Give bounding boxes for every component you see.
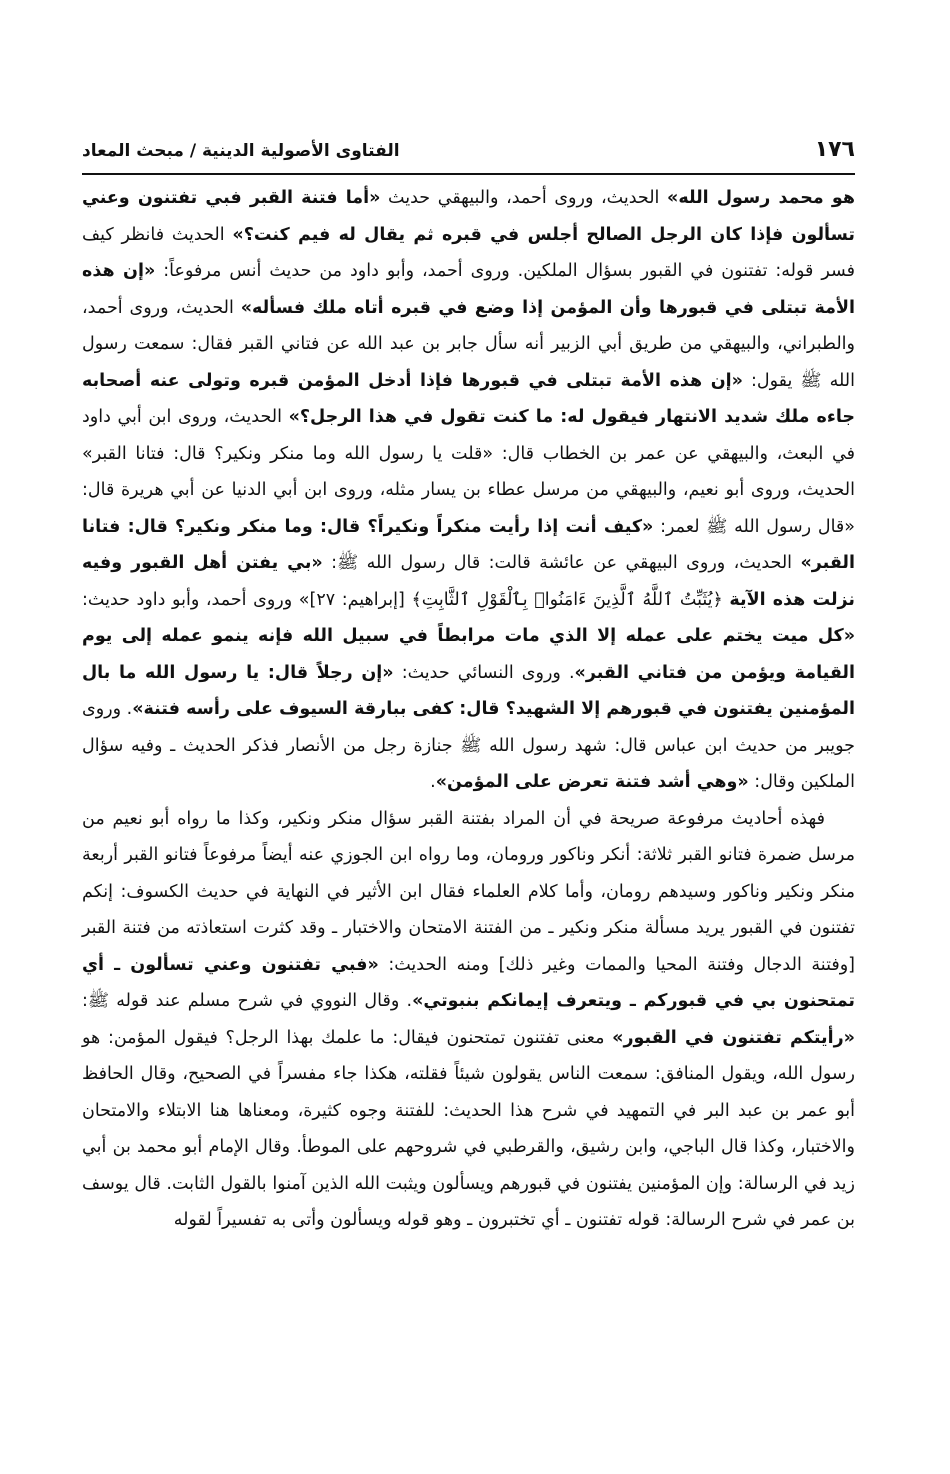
text-run: . وروى جويبر من حديث ابن عباس قال: شهد رسول الله ﷺ جنازة رجل من الأنصار فذكر الحديث ـ وفيه سؤال الملكين وقال: [82,699,855,792]
running-title: الفتاوى الأصولية الدينية / مبحث المعاد [82,141,400,161]
text-run: «فبي تفتنون وعني تسألون ـ أي تمتحنون بي في قبوركم ـ ويتعرف إيمانكم بنبوتي» [82,954,855,1011]
text-run: «إن هذه الأمة تبتلى في قبورها فإذا أدخل المؤمن قبره وتولى عنه أصحابه جاءه ملك شديد الانتهار فيقول له: ما كنت تقول في هذا الرجل؟» [82,370,855,427]
text-run: الحديث، وروى ابن أبي داود في البعث، والبيهقي عن عمر بن الخطاب قال: «قلت يا رسول الله وما منكر ونكير؟ قال: فتانا القبر» الحديث، وروى أبو نعيم، والبيهقي من مرسل عطاء بن يسار مثله، وروى ابن أبي الدنيا عن أبي هريرة قال: «قال رسول الله ﷺ لعمر: [82,407,855,537]
text-run: «كل ميت يختم على عمله إلا الذي مات مرابطاً في سبيل الله فإنه ينمو عمله إلى يوم القيامة ويؤمن من فتاني القبر» [82,626,855,683]
paragraph-1 [82,180,855,801]
text-run: «بي يفتن أهل القبور وفيه نزلت هذه الآية [82,553,855,610]
text-run: . [430,772,436,792]
text-run: الحديث، وروى البيهقي عن عائشة قالت: قال رسول الله ﷺ: [322,553,801,573]
text-run: «وهي أشد فتنة تعرض على المؤمن» [435,772,749,792]
text-run: «أما فتنة القبر فبي تفتنون وعني تسألون فإذا كان الرجل الصالح أجلس في قبره ثم يقال له فيم كنت؟» [82,188,855,245]
text-run: «إن رجلاً قال: يا رسول الله ما بال المؤمنين يفتنون في قبورهم إلا الشهيد؟ قال: كفى ببارقة السيوف على رأسه فتنة» [82,662,855,719]
header-rule [82,173,855,175]
text-run: معنى تفتنون تمتحنون فيقال: ما علمك بهذا الرجل؟ فيقول المؤمن: هو رسول الله، ويقول المنافق: سمعت الناس يقولون شيئاً فقلته، هكذا جاء مفسراً في الصحيح، وقال الحافظ أبو عمر بن عبد البر في التمهيد في شرح هذا الحديث: للفتنة وجوه كثيرة، ومعناها هنا الابتلاء والامتحان والاختبار، وكذا قال الباجي، وابن رشيق، والقرطبي في شروحهم على الموطأ. وقال الإمام أبو محمد بن أبي زيد في الرسالة: وإن المؤمنين يفتنون في قبورهم ويسألون ويثبت الله الذين آمنوا بالقول الثابت. قال يوسف بن عمر في شرح الرسالة: قوله تفتنون ـ أي تختبرون ـ وهو قوله ويسألون وأتى به تفسيراً لقوله [82,1027,855,1230]
paragraph-2 [82,801,855,1239]
text-run: «كيف أنت إذا رأيت منكراً ونكيراً؟ قال: وما منكر ونكير؟ قال: فتانا القبر» [82,516,855,573]
text-run: هو محمد رسول الله» [667,188,855,208]
text-run: الحديث، وروى أحمد، والطبراني، والبيهقي من طريق أبي الزبير أنه سأل جابر بن عبد الله عن فتاني القبر فقال: سمعت رسول الله ﷺ يقول: [82,297,855,391]
text-run: فهذه أحاديث مرفوعة صريحة في أن المراد بفتنة القبر سؤال منكر ونكير، وكذا ما رواه أبو نعيم من مرسل ضمرة فتانو القبر ثلاثة: أنكر وناكور ورومان، وما رواه ابن الجوزي عنه أيضاً مرفوعاً فتانو القبر أربعة منكر ونكير وناكور وسيدهم رومان، وأما كلام العلماء فقال ابن الأثير في النهاية في حديث الكسوف: إنكم تفتنون في القبور يريد مسألة منكر ونكير ـ من الفتنة الامتحان والاختبار ـ وقد كثرت استعاذته من فتنة القبر [وفتنة الدجال وفتنة المحيا والممات وغير ذلك] ومنه الحديث: [82,808,855,975]
text-run: الحديث، وروى أحمد، والبيهقي حديث [380,188,668,208]
text-run: «إن هذه الأمة تبتلى في قبورها وأن المؤمن إذا وضع في قبره أتاه ملك فسأله» [82,261,855,318]
page-header [82,130,855,170]
text-run: . وروى النسائي حديث: [393,662,575,683]
body-text [82,180,855,1239]
page-number: ١٧٦ [814,137,855,162]
text-run: . وقال النووي في شرح مسلم عند قوله ﷺ: [82,991,413,1011]
text-run: «رأيتكم تفتنون في القبور» [612,1027,855,1048]
text-run: الحديث فانظر كيف فسر قوله: تفتنون في القبور بسؤال الملكين. وروى أحمد، وأبو داود من حديث أنس مرفوعاً: [82,224,856,281]
text-run: ﴿يُثَبِّتُ ٱللَّهُ ٱلَّذِينَ ءَامَنُوا۟ بِٱلْقَوْلِ ٱلثَّابِتِ﴾ [إبراهيم: ٢٧]» وروى أحمد، وأبو داود حديث: [82,589,730,610]
